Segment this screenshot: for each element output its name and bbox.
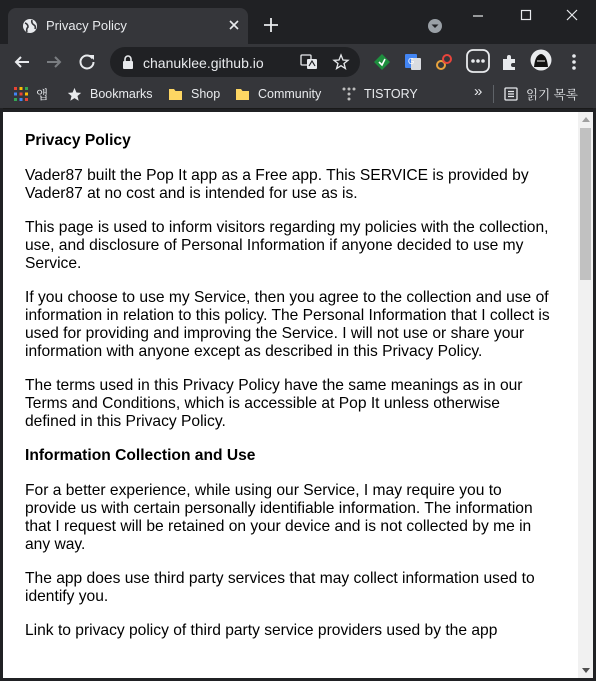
address-bar[interactable] bbox=[110, 47, 360, 77]
dots-extension-icon[interactable] bbox=[466, 49, 490, 73]
reading-list-button[interactable] bbox=[504, 85, 578, 103]
bookmark-label: Community bbox=[258, 87, 322, 101]
bookmark-star-icon[interactable] bbox=[332, 53, 350, 71]
page-viewport bbox=[3, 112, 578, 678]
bookmark-label: TISTORY bbox=[364, 87, 418, 101]
profile-avatar-icon[interactable] bbox=[530, 49, 552, 71]
google-translate-extension-icon[interactable] bbox=[403, 52, 423, 72]
vertical-scrollbar[interactable] bbox=[578, 112, 593, 678]
link-extension-icon[interactable] bbox=[434, 52, 454, 72]
close-tab-icon[interactable] bbox=[226, 17, 242, 33]
tistory-icon bbox=[342, 87, 356, 101]
bookmark-label: Bookmarks bbox=[90, 87, 153, 101]
paragraph: For a better experience, while using our Service, I may require you to provide us with certain personally identifiable information. The information that I request will be retained on your device and is not collected by me in any way. bbox=[25, 482, 533, 553]
forward-arrow-icon[interactable] bbox=[44, 52, 64, 72]
reading-list-icon bbox=[504, 87, 518, 101]
url-text[interactable]: chanuklee.github.io bbox=[143, 55, 264, 71]
reading-list-label: 읽기 목록 bbox=[526, 88, 578, 102]
bookmark-label: 앱 bbox=[36, 88, 49, 102]
bookmark-bookmarks[interactable] bbox=[67, 85, 153, 103]
tab-search-icon[interactable] bbox=[426, 17, 444, 35]
maximize-icon[interactable] bbox=[514, 6, 538, 26]
paragraph: The app does use third party services that may collect information used to identify you. bbox=[25, 570, 535, 605]
paragraph: The terms used in this Privacy Policy have the same meanings as in our Terms and Conditions, which is accessible at Pop It unless otherwise defined in this Privacy Policy. bbox=[25, 377, 523, 430]
folder-icon bbox=[235, 87, 250, 101]
section-heading: Information Collection and Use bbox=[25, 447, 256, 464]
bookmark-folder-community[interactable] bbox=[235, 85, 321, 103]
paragraph: Vader87 built the Pop It app as a Free app. This SERVICE is provided by Vader87 at no cost and is intended for use as is. bbox=[25, 167, 529, 202]
paragraph: This page is used to inform visitors regarding my policies with the collection, use, and disclosure of Personal Information if anyone decided to use my Service. bbox=[25, 219, 549, 272]
paragraph: If you choose to use my Service, then you agree to the collection and use of information in relation to this policy. The Personal Information that I collect is used for providing and improving the Service. I will not use or share your information with anyone except as described in this Privacy Policy. bbox=[25, 289, 550, 360]
page-title: Privacy Policy bbox=[25, 132, 131, 149]
title-bar bbox=[0, 0, 596, 46]
bookmarks-divider bbox=[493, 85, 494, 103]
tab-title: Privacy Policy bbox=[46, 18, 127, 33]
back-arrow-icon[interactable] bbox=[12, 52, 32, 72]
scroll-up-arrow-icon[interactable] bbox=[582, 117, 590, 122]
new-tab-icon[interactable] bbox=[262, 16, 280, 34]
star-icon bbox=[67, 87, 82, 102]
navigation-toolbar bbox=[0, 44, 596, 79]
bookmark-label: Shop bbox=[191, 87, 221, 101]
globe-icon bbox=[22, 18, 38, 34]
browser-tab[interactable] bbox=[8, 8, 248, 46]
lock-icon[interactable] bbox=[122, 55, 134, 69]
scroll-down-arrow-icon[interactable] bbox=[582, 668, 590, 673]
apps-grid-icon bbox=[14, 87, 28, 101]
folder-icon bbox=[168, 87, 183, 101]
bookmark-apps[interactable] bbox=[14, 85, 48, 103]
bookmark-tistory[interactable] bbox=[342, 85, 418, 103]
extensions-puzzle-icon[interactable] bbox=[499, 52, 519, 72]
scrollbar-thumb[interactable] bbox=[580, 128, 591, 280]
bookmark-folder-shop[interactable] bbox=[168, 85, 220, 103]
menu-kebab-icon[interactable] bbox=[564, 52, 584, 72]
close-window-icon[interactable] bbox=[560, 6, 584, 26]
minimize-icon[interactable] bbox=[466, 6, 490, 26]
privacy-policy-content bbox=[25, 132, 555, 656]
extension-green-icon[interactable] bbox=[372, 52, 392, 72]
paragraph: Link to privacy policy of third party service providers used by the app bbox=[25, 622, 498, 639]
translate-icon[interactable] bbox=[300, 54, 318, 70]
reload-icon[interactable] bbox=[77, 52, 97, 72]
bookmarks-overflow-chevron[interactable]: » bbox=[474, 83, 483, 100]
svg-text:G: G bbox=[408, 57, 415, 66]
bookmarks-bar bbox=[0, 79, 596, 109]
